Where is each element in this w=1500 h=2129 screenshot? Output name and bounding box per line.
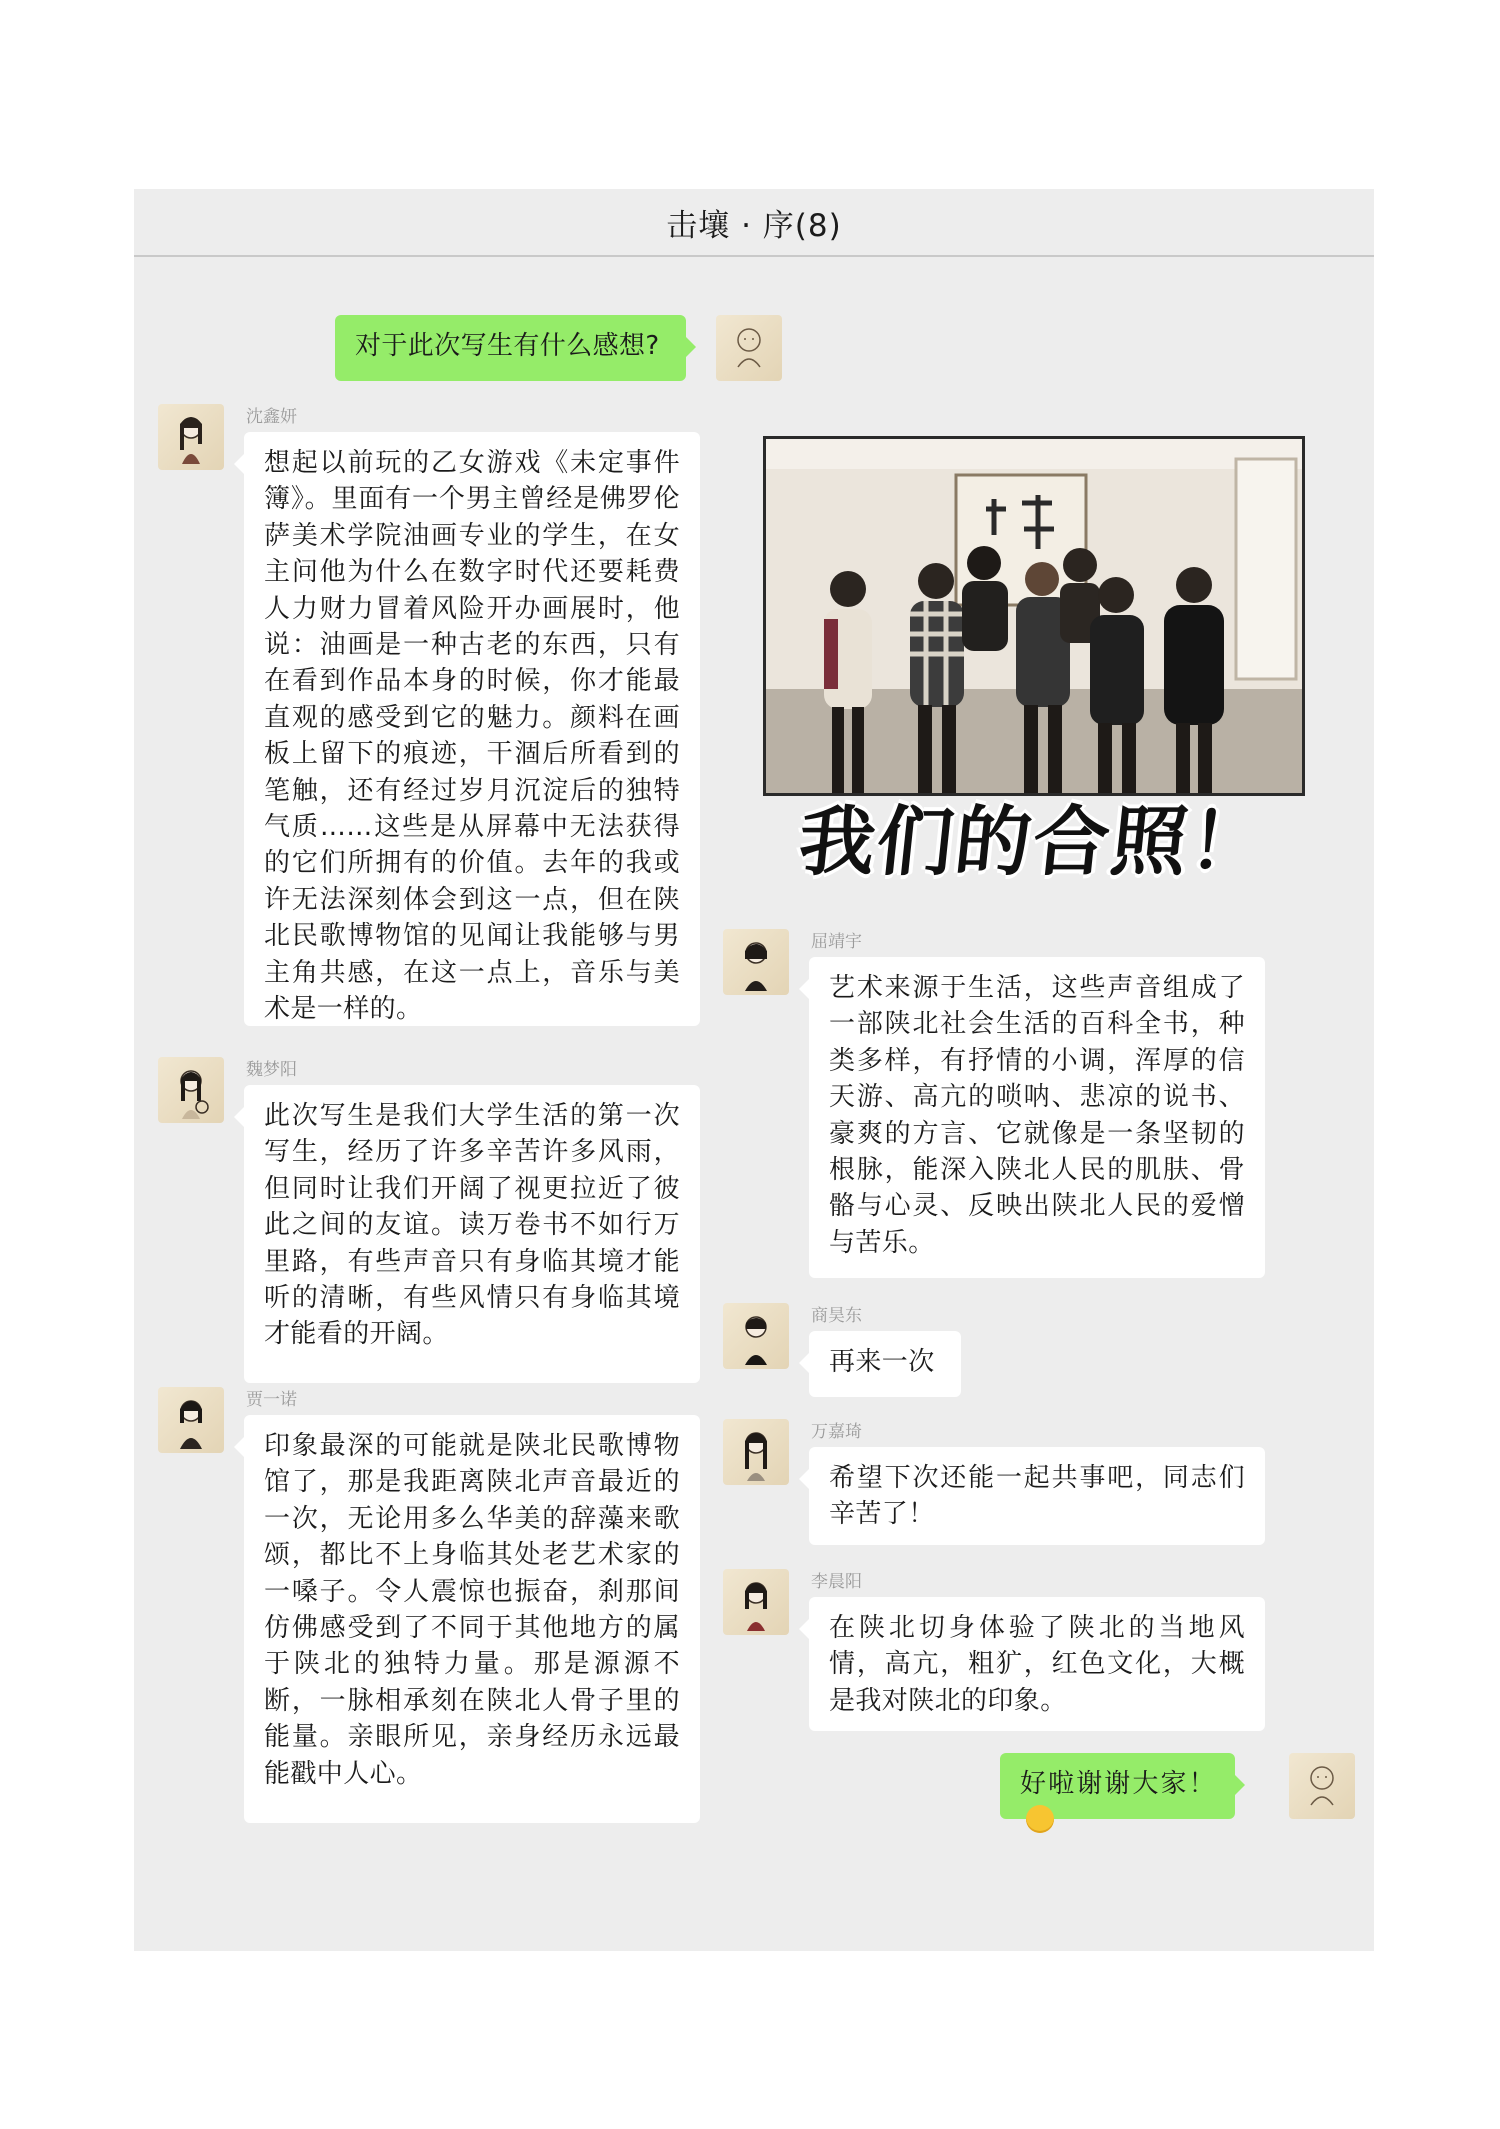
avatar-sender-5[interactable]	[723, 1303, 789, 1369]
group-photo[interactable]	[763, 436, 1305, 796]
self-avatar[interactable]	[716, 315, 782, 381]
message-text: 艺术来源于生活，这些声音组成了一部陕北社会生活的百科全书，种类多样，有抒情的小调，浑厚的信天游、高亢的唢呐、悲凉的说书、豪爽的方言、它就像是一条坚韧的根脉，能深入陕北人民的肌肤、骨骼与心灵、反映出陕北人民的爱憎与苦乐。	[829, 973, 1245, 1258]
sender-name: 屈靖宇	[811, 932, 862, 952]
message-bubble-self[interactable]	[1000, 1753, 1235, 1819]
message-bubble-self[interactable]	[335, 315, 686, 381]
message-text: 想起以前玩的乙女游戏《未定事件簿》。里面有一个男主曾经是佛罗伦萨美术学院油画专业的学生，在女主问他为什么在数字时代还要耗费人力财力冒着风险开办画展时，他说：油画是一种古老的东西，只有在看到作品本身的时候，你才能最直观的感受到它的魅力。颜料在画板上留下的痕迹，干涸后所看到的笔触，还有经过岁月沉淀后的独特气质……这些是从屏幕中无法获得的它们所拥有的价值。去年的我或许无法深刻体会到这一点，但在陕北民歌博物馆的见闻让我能够与男主角共感，在这一点上，音乐与美术是一样的。	[264, 448, 680, 1025]
sender-name: 万嘉琦	[811, 1422, 862, 1442]
message-text: 好啦谢谢大家！	[1020, 1769, 1215, 1799]
message-text: 印象最深的可能就是陕北民歌博物馆了，那是我距离陕北声音最近的一次，无论用多么华美的辞藻来歌颂，都比不上身临其处老艺术家的一嗓子。令人震惊也振奋，刹那间仿佛感受到了不同于其他地方的属于陕北的独特力量。那是源源不断，一脉相承刻在陕北人骨子里的能量。亲眼所见，亲身经历永远最能戳中人心。	[264, 1431, 680, 1789]
message-bubble[interactable]	[809, 957, 1265, 1278]
chat-window	[134, 189, 1374, 1951]
message-bubble[interactable]	[809, 1597, 1265, 1731]
chat-title: 击壤 · 序(8)	[134, 189, 1374, 257]
sender-name: 李晨阳	[811, 1572, 862, 1592]
sender-name: 商昊东	[811, 1306, 862, 1326]
sender-name: 沈鑫妍	[246, 407, 297, 427]
message-text: 再来一次	[829, 1347, 935, 1377]
self-avatar[interactable]	[1289, 1753, 1355, 1819]
message-bubble[interactable]	[809, 1331, 961, 1397]
avatar-sender-2[interactable]	[158, 1057, 224, 1123]
photo-caption: 我们的合照！	[794, 796, 1273, 886]
sender-name: 魏梦阳	[246, 1060, 297, 1080]
avatar-sender-7[interactable]	[723, 1569, 789, 1635]
sender-name: 贾一诺	[246, 1390, 297, 1410]
message-bubble[interactable]	[244, 432, 700, 1026]
message-bubble[interactable]	[809, 1447, 1265, 1545]
message-bubble[interactable]	[244, 1415, 700, 1823]
message-text: 此次写生是我们大学生活的第一次写生，经历了许多辛苦许多风雨，但同时让我们开阔了视更拉近了彼此之间的友谊。读万卷书不如行万里路，有些声音只有身临其境才能听的清晰，有些风情只有身临其境才能看的开阔。	[264, 1101, 680, 1350]
message-text: 对于此次写生有什么感想?	[355, 331, 660, 361]
avatar-sender-1[interactable]	[158, 404, 224, 470]
message-text: 希望下次还能一起共事吧，同志们辛苦了！	[829, 1463, 1245, 1530]
message-bubble[interactable]	[244, 1085, 700, 1383]
smiling-face-icon	[1026, 1805, 1054, 1833]
avatar-sender-3[interactable]	[158, 1387, 224, 1453]
message-text: 在陕北切身体验了陕北的当地风情，高亢，粗犷，红色文化，大概是我对陕北的印象。	[829, 1613, 1245, 1716]
avatar-sender-4[interactable]	[723, 929, 789, 995]
avatar-sender-6[interactable]	[723, 1419, 789, 1485]
